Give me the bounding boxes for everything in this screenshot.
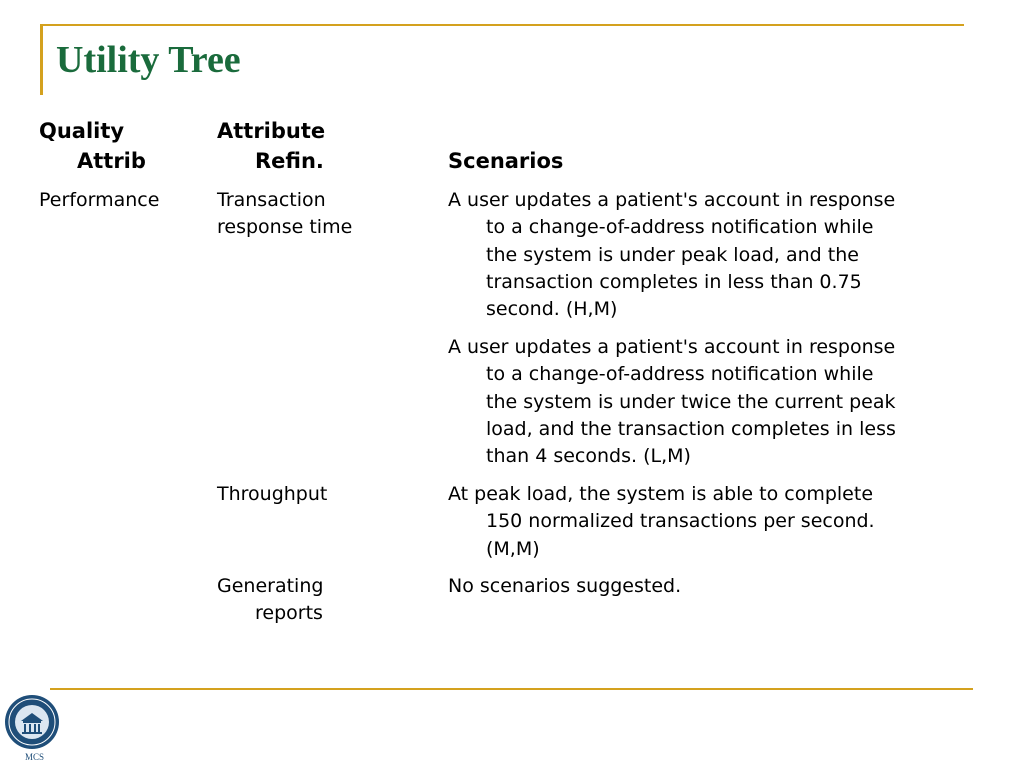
header-refin-line2: Refin. [255, 149, 324, 173]
header-refin-line1: Attribute [217, 119, 326, 143]
scenario-line: transaction completes in less than 0.75 [486, 270, 862, 293]
scenario-line: the system is under twice the current peak [486, 390, 896, 413]
slide-title: Utility Tree [56, 39, 241, 81]
scenario-line: (M,M) [486, 537, 540, 560]
refinement-line: response time [217, 216, 353, 239]
scenario-line: to a change-of-address notification while [486, 216, 874, 239]
scenario-line: A user updates a patient's account in response [448, 336, 896, 358]
header-attribute-refin [217, 116, 325, 176]
scenario-line: A user updates a patient's account in response [448, 189, 896, 211]
header-scenarios: Scenarios [448, 149, 564, 173]
header-quality-attrib [39, 116, 146, 176]
scenario-line: No scenarios suggested. [448, 575, 682, 597]
refinement-line: Generating [217, 575, 324, 597]
scenario-line: load, and the transaction completes in less [486, 417, 896, 440]
scenario-line: to a change-of-address notification while [486, 363, 874, 386]
scenario-line: second. (H,M) [486, 298, 618, 321]
title-left-rule [40, 25, 43, 95]
header-quality-line2: Attrib [77, 149, 146, 173]
university-seal-icon [4, 694, 60, 750]
scenario-line: the system is under peak load, and the [486, 243, 859, 266]
refinement-transaction-response-time [217, 187, 352, 242]
scenario-line: 150 normalized transactions per second. [486, 510, 875, 533]
scenario-1 [448, 187, 895, 323]
scenario-4 [448, 573, 681, 600]
scenario-2 [448, 334, 896, 470]
header-quality-line1: Quality [39, 119, 125, 143]
scenario-line: At peak load, the system is able to complete [448, 483, 874, 505]
footer-rule [50, 688, 973, 690]
logo-caption: MCS [25, 752, 45, 762]
refinement-throughput [217, 481, 327, 508]
refinement-line: Transaction [217, 189, 326, 211]
scenario-line: than 4 seconds. (L,M) [486, 445, 691, 468]
title-top-rule [40, 24, 964, 26]
refinement-line: reports [255, 602, 323, 625]
quality-attribute-performance: Performance [39, 189, 160, 211]
refinement-line: Throughput [217, 483, 328, 505]
refinement-generating-reports [217, 573, 323, 628]
scenario-3 [448, 481, 875, 563]
